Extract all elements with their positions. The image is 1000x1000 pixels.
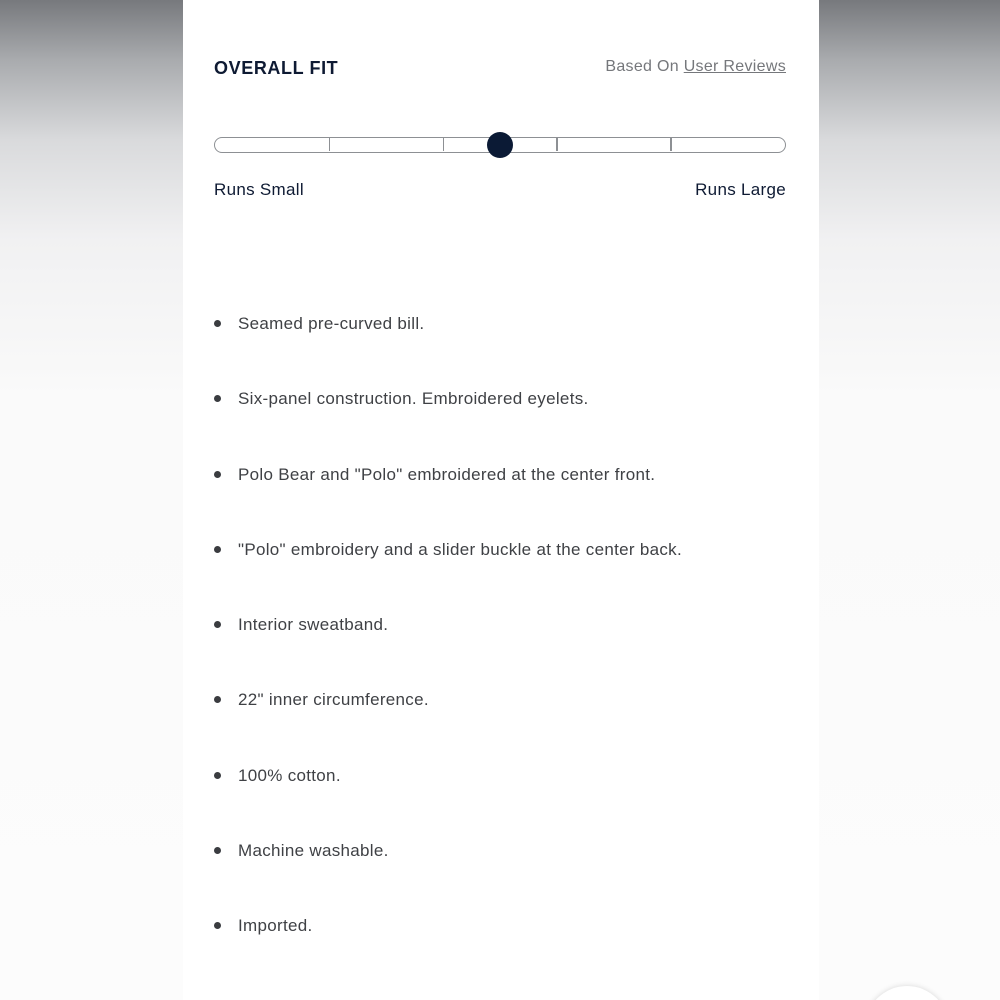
- feature-text: Seamed pre-curved bill.: [238, 314, 425, 333]
- feature-list-item: [214, 599, 682, 674]
- floating-action-button[interactable]: [865, 986, 949, 1000]
- bullet-icon: [214, 320, 221, 327]
- bullet-icon: [214, 546, 221, 553]
- feature-list-item: [214, 524, 682, 599]
- overall-fit-heading: OVERALL FIT: [214, 58, 339, 78]
- feature-text: Machine washable.: [238, 841, 389, 861]
- feature-text: Interior sweatband.: [238, 615, 389, 635]
- bullet-icon: [214, 922, 221, 929]
- bullet-icon: [214, 621, 221, 628]
- feature-list-item: [214, 449, 682, 524]
- feature-text: Six-panel construction. Embroidered eyelets.: [238, 389, 589, 409]
- bullet-icon: [214, 772, 221, 779]
- user-reviews-link[interactable]: User Reviews: [683, 58, 786, 75]
- fit-scale-tick: [329, 138, 331, 151]
- feature-text: "Polo" embroidery and a slider buckle at the center back.: [238, 539, 683, 559]
- fit-scale-tick: [443, 138, 445, 151]
- fit-source-prefix: Based On: [605, 58, 679, 75]
- bullet-icon: [214, 696, 221, 703]
- feature-text: Polo Bear and "Polo" embroidered at the center front.: [238, 464, 656, 484]
- bullet-icon: [214, 471, 221, 478]
- feature-list-item: [214, 373, 682, 448]
- runs-large-label: Runs Large: [695, 180, 786, 199]
- fit-scale-track: [214, 137, 786, 153]
- feature-list-item: [214, 674, 682, 749]
- bullet-icon: [214, 395, 221, 402]
- feature-list-item: [214, 825, 682, 900]
- product-details-panel: [183, 0, 819, 1000]
- feature-list-item: [214, 900, 682, 975]
- fit-indicator-thumb: [487, 132, 513, 158]
- feature-list-item: [214, 750, 682, 825]
- fit-source-text: [605, 58, 786, 76]
- feature-list-item: [214, 298, 682, 373]
- fit-scale-tick: [670, 138, 672, 151]
- feature-text: Imported.: [238, 916, 313, 936]
- feature-text: 22" inner circumference.: [238, 690, 429, 710]
- runs-small-label: Runs Small: [214, 180, 304, 199]
- fit-scale-tick: [556, 138, 558, 151]
- bullet-icon: [214, 847, 221, 854]
- feature-list: [214, 298, 682, 976]
- feature-text: 100% cotton.: [238, 765, 341, 785]
